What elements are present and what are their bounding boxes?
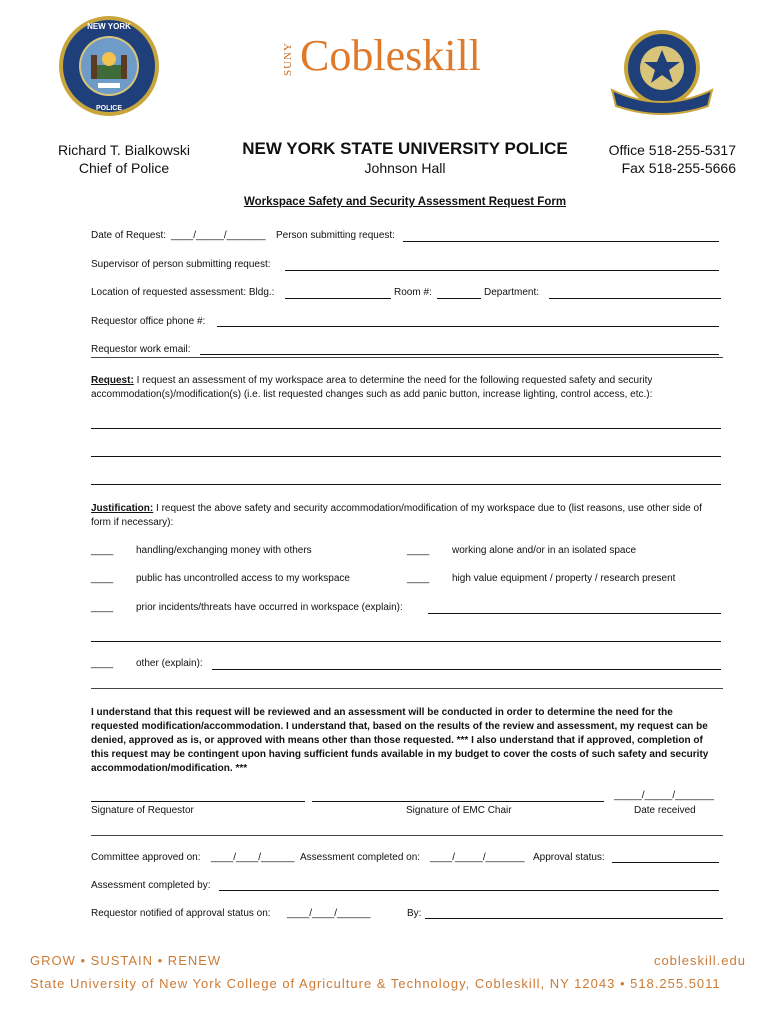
requestor-signature-field[interactable] <box>91 801 305 802</box>
committee-approved-field[interactable]: ____/____/______ <box>211 852 295 863</box>
check-incidents[interactable]: ____ <box>91 602 114 613</box>
check-money[interactable]: ____ <box>91 545 114 556</box>
date-received-label: Date received <box>634 805 696 816</box>
fax-number: Fax 518-255-5666 <box>621 160 736 176</box>
building-name: Johnson Hall <box>364 160 446 176</box>
office-phone: Office 518-255-5317 <box>608 142 736 158</box>
form-title: Workspace Safety and Security Assessment Request Form <box>243 196 567 208</box>
chief-name: Richard T. Bialkowski <box>57 142 190 158</box>
footer-url[interactable]: cobleskill.edu <box>653 953 746 968</box>
approval-status-field[interactable] <box>612 862 719 863</box>
reason-equipment: high value equipment / property / research present <box>452 573 676 584</box>
date-received-field[interactable]: _____/_____/_______ <box>614 790 715 801</box>
other-field[interactable] <box>212 669 721 670</box>
suny-wordmark: SUNY <box>282 42 294 76</box>
accredited-agency-seal <box>606 28 718 116</box>
reason-public: public has uncontrolled access to my workspace <box>136 573 350 584</box>
requestor-signature-label: Signature of Requestor <box>91 805 194 816</box>
date-of-request-blank[interactable]: ____/_____/_______ <box>171 230 266 241</box>
office-phone-field[interactable] <box>217 326 719 327</box>
section-divider <box>91 357 723 358</box>
chief-title: Chief of Police <box>78 160 170 176</box>
reason-money: handling/exchanging money with others <box>136 545 312 556</box>
request-paragraph <box>91 374 721 402</box>
notified-label: Requestor notified of approval status on: <box>91 908 271 919</box>
assessment-completed-on-label: Assessment completed on: <box>300 852 421 863</box>
committee-approved-label: Committee approved on: <box>91 852 201 863</box>
request-label: Request: <box>91 375 134 386</box>
incidents-line-2[interactable] <box>91 641 721 642</box>
check-alone[interactable]: ____ <box>407 545 430 556</box>
department-field[interactable] <box>549 298 721 299</box>
supervisor-field[interactable] <box>285 270 719 271</box>
work-email-field[interactable] <box>200 354 719 355</box>
notified-field[interactable]: ____/____/______ <box>287 908 371 919</box>
emc-signature-field[interactable] <box>312 801 604 802</box>
reason-incidents: prior incidents/threats have occurred in workspace (explain): <box>136 602 403 613</box>
footer-tagline: GROW • SUSTAIN • RENEW <box>30 953 222 968</box>
reason-other: other (explain): <box>136 658 203 669</box>
check-equipment[interactable]: ____ <box>407 573 430 584</box>
request-line-3[interactable] <box>91 484 721 485</box>
location-bldg-label: Location of requested assessment: Bldg.: <box>91 287 275 298</box>
org-name: NEW YORK STATE UNIVERSITY POLICE <box>242 139 568 158</box>
person-submitting-field[interactable] <box>403 241 719 242</box>
reason-alone: working alone and/or in an isolated space <box>452 545 637 556</box>
assessment-completed-on-field[interactable]: ____/_____/_______ <box>430 852 525 863</box>
emc-signature-label: Signature of EMC Chair <box>406 805 512 816</box>
request-line-1[interactable] <box>91 428 721 429</box>
nys-university-police-seal <box>58 15 160 117</box>
section-divider-2 <box>91 688 723 689</box>
section-divider-3 <box>91 835 723 836</box>
work-email-label: Requestor work email: <box>91 344 191 355</box>
svg-text:NEW YORK: NEW YORK <box>87 22 131 31</box>
approval-status-label: Approval status: <box>533 852 605 863</box>
by-field[interactable] <box>425 918 723 919</box>
room-field[interactable] <box>437 298 481 299</box>
request-line-2[interactable] <box>91 456 721 457</box>
room-label: Room #: <box>394 287 432 298</box>
person-submitting-label: Person submitting request: <box>276 230 395 241</box>
location-bldg-field[interactable] <box>285 298 391 299</box>
svg-text:POLICE: POLICE <box>95 105 123 112</box>
department-label: Department: <box>484 287 540 298</box>
office-phone-label: Requestor office phone #: <box>91 316 206 327</box>
assessment-completed-by-label: Assessment completed by: <box>91 880 211 891</box>
check-other[interactable]: ____ <box>91 658 114 669</box>
assessment-completed-by-field[interactable] <box>219 890 719 891</box>
incidents-field[interactable] <box>428 613 721 614</box>
justification-label: Justification: <box>91 503 154 514</box>
justification-paragraph <box>91 502 721 530</box>
check-public[interactable]: ____ <box>91 573 114 584</box>
date-of-request-label: Date of Request: <box>91 230 167 241</box>
cobleskill-wordmark: Cobleskill <box>300 31 481 80</box>
acknowledgement-statement: I understand that this request will be reviewed and an assessment will be conducted in order to determine the need for the requested modification/accommodation. I understand that, based on the results of the review and assessment, my request can be denied, approved as is, or approved with means other than those requested. *** I also understand that if approved, completion of this request may be contingent upon having sufficient funds available in my budget to cover the costs of such safety and security accommodation/modification. *** <box>91 707 709 774</box>
supervisor-label: Supervisor of person submitting request: <box>91 259 271 270</box>
footer-address: State University of New York College of Agriculture & Technology, Cobleskill, NY 12043 • 518.255.5011 <box>30 976 721 991</box>
request-text: I request an assessment of my workspace area to determine the need for the following requested safety and security accommodation(s)/modification(s) (i.e. list requested changes such as add panic button, increase lighting, control access, etc.): <box>91 375 653 400</box>
justification-text: I request the above safety and security accommodation/modification of my workspace due to (list reasons, use other side of form if necessary): <box>91 503 702 528</box>
by-label: By: <box>407 908 422 919</box>
